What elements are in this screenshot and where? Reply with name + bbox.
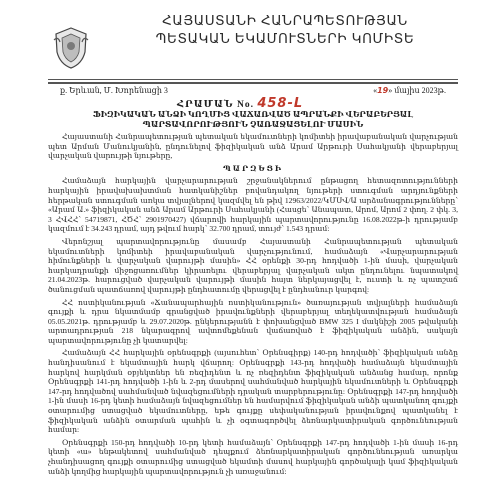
issue-place: ք. Երևան, Մ. Խորենացի 3: [60, 86, 168, 95]
issuer-header: [100, 12, 470, 48]
paragraph-proceedings: Վերոնշյալ պարտավորությունը մասամբ Հայաստանի Հանրապետության պետական եկամուտների կոմիտեի իրավաբանական վարչությունում, համաձայն «Վարչարարության հիմունքների և վարչական վարույթի մասին» ՀՀ օրենքի 30-րդ հոդվածի 1-ին մասի, վարչական հարկադրանքի միջոցառումներ կիրառելու վերաբերյալ վարչական ակտ ընդունելու նպատակով 21.04.2023թ. հարուցված վարչական վարույթի մասին հայտ ներկայացվել է, ուստի և ոչ պատշաճ ծանուցման պատճառով վարույթի ընդհատումը վերացվել է ընդհանուր կարգով:: [48, 236, 458, 294]
decided-heading: ՊԱՐԶԵՑԻ: [222, 163, 284, 173]
date-day: 19: [377, 86, 389, 95]
paragraph-tax-code: Համաձայն ՀՀ հարկային օրենսգրքի (այսուհետ՝ Օրենսգիրք) 140-րդ հոդվածի՝ ֆիզիկական անձը հանդիսանում է եկամտային հարկ վճարող: Օրենսգրքի 143-րդ հոդվածի համաձայն եկամտային հարկով հարկման օբյեկտներ են ռեզիդենտ և ոչ ռեզիդենտ ֆիզիկական անձանց համար, որոնք Օրենսգրքի 141-րդ հոդվածի 1-ին և 2-րդ մասերով սահմանված հարկային եկամուտների և Օրենսգրքի 147-րդ հոդվածով սահմանված նվազեցումների դրական տարբերությունը: Օրենսգրքի 147-րդ հոդվածի 1-ին մասի 16-րդ կետի համաձայն նվազեցումներ են համարվում ֆիզիկական անձի պատկանող գույքի օտարումից ստացված եկամուտները, եթե գույքը սեփականության իրավունքով պատկանել է ֆիզիկական անձին օտարման պահին և չի օգտագործվել ձեռնարկատիրական գործունեության համար:: [48, 348, 458, 435]
order-body: [48, 132, 458, 479]
date-rest: » մայիս 2023թ.: [388, 86, 446, 95]
header-line-1: ՀԱՅԱՍՏԱՆԻ ՀԱՆՐԱՊԵՏՈՒԹՅԱՆ: [162, 13, 408, 28]
order-number-label: No.: [236, 100, 254, 110]
order-subject: [48, 110, 458, 130]
issue-date: [373, 86, 446, 95]
order-heading: [0, 96, 480, 111]
header-divider-thin: [48, 79, 458, 80]
paragraph-findings: Համաձայն հարկային վարչարարության շրջանակներում ընթացող հետազոտությունների հարկային իրավախախտման հատկանիշներ բովանդակող նյութերի ստուգման արդյունքների հերթական ստուգման առկա տվյալներով կազմվել են թիվ 12963/2022/ԿՄՍՎ/Ա արձանագրությունները՝ «Արամ Ա.» ֆիզիկական անձ Արամ Արթուրի Սահակյանի (Հասցե՝ Անապատ, Արոմ, Արոմ 2 փող. 2 փկ. 3, 3 ՀՎՀՀ՝ 54719871, ՀԾՀ՝ 2901970427) վճարովի հարկային պարտավորությունը 16.08.2022թ-ի դրությամբ կազմում է 34.243 դրամ, այդ թվում հարկ՝ 32.700 դրամ, տույժ՝ 1.543 դրամ:: [48, 176, 458, 234]
order-number: 458-Լ: [257, 96, 303, 111]
subject-line-2: ՊԱՐՏԱՎՈՐՈՒԹՅՈՒՆ ՉԱՌԱՋԱՑԵԼՈՒ ՄԱՍԻՆ: [142, 120, 364, 129]
date-prefix: «: [373, 86, 378, 95]
header-line-2: ՊԵՏԱԿԱՆ ԵԿԱՄՈՒՏՆԵՐԻ ԿՈՄԻՏԵ: [155, 31, 415, 46]
header-divider-thick: [48, 82, 458, 84]
subject-line-1: ՖԻԶԻԿԱԿԱՆ ԱՆՁԻ ԿՈՂՄԻՑ ՎԱՃԱՌՎԱԾ ԱՊՐԱՆՔԻ ՎԵՐԱԲԵՐՅԱԼ: [92, 110, 414, 119]
paragraph-exemption: Օրենսգրքի 150-րդ հոդվածի 10-րդ կետի համաձայն՝ Օրենսգրքի 147-րդ հոդվածի 1-ին մասի 16-րդ կետի «ա» ենթակետով սահմանված դեպքում ձեռնարկատիրական գործունեության առարկա չհանդիսացող գույքի օտարումից ստացված եկամտի մասով հարկային գործակալի կամ ֆիզիկական անձի կողմից հարկային պարտավորություն չի առաջանում:: [48, 437, 458, 476]
coat-of-arms-icon: [52, 26, 90, 70]
paragraph-intro: Հայաստանի Հանրապետության պետական եկամուտների կոմիտեի իրավաբանական վարչության պետ Արման Մանուկյանին, ընդունելով ֆիզիկական անձ Արամ Արթուրի Սահակյանի վերաբերյալ վարչական վարույթի նյութերը,: [48, 132, 458, 161]
paragraph-vehicle: ՀՀ ոստիկանության «Ճանապարհային ոստիկանություն» ծառայության տվյալների համաձայն գույքի և դրա նկատմամբ գրանցված իրավունքների վերաբերյալ տեղեկատվության համաձայն 05.05.2021թ. դրությամբ և 29.07.2020թ. ընկերությանն է փոխանցված BMW 325 I մակնիշի 2005 թվականի արտադրության 218 նկարագրով ավտոմեքենան վաճառված է ֆիզիկական անձին, սակայն պարտավորությունը չի կատարվել:: [48, 297, 458, 345]
order-title: ՀՐԱՄԱՆ: [177, 100, 234, 110]
